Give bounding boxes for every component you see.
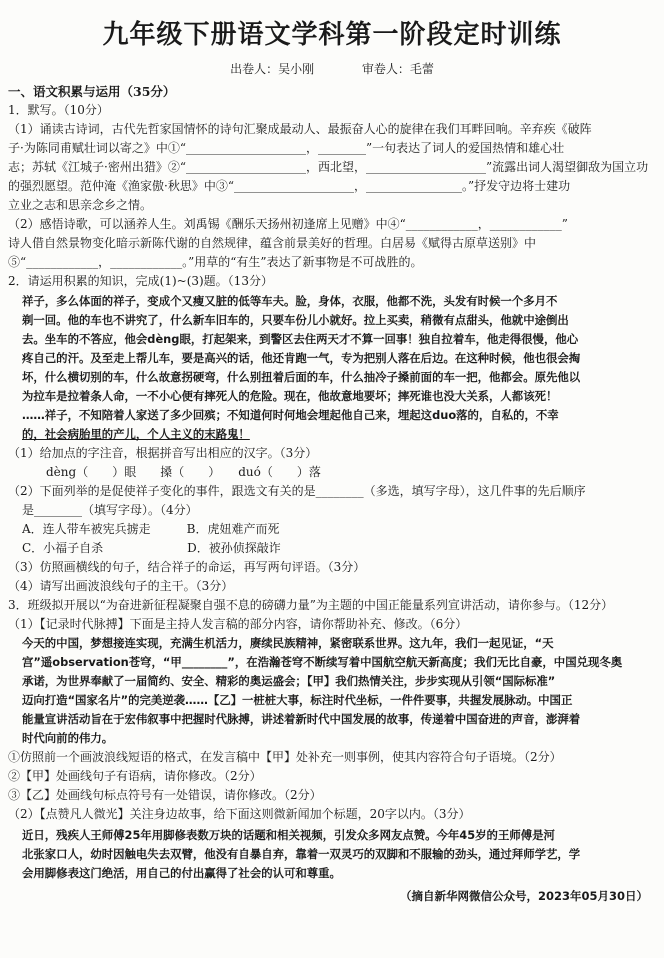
passage-line: 的，社会病胎里的产儿，个人主义的末路鬼！: [22, 427, 250, 441]
question-line: （2）下面列举的是促使祥子变化的事件，跟选文有关的是________（多选，填写字母），这几件事的先后顺序: [8, 484, 586, 498]
text-line: 2．请运用积累的知识，完成(1)~(3)题。（13分）: [8, 274, 273, 288]
passage-line: 坏，什么横切别的车，什么故意拐硬弯，什么别扭着后面的车，什么抽冷子搡前面的车一把，他都会。原先他以: [22, 370, 581, 384]
speech-line: 迈向打造“国家名片”的完美逆袭……【乙】一桩桩大事，标注时代坐标，一件件要事，共握发展脉动。中国正: [22, 693, 573, 707]
speech-line: 能量宣讲活动旨在于宏伟叙事中把握时代脉搏，讲述着新时代中国发展的故事，传递着中国奋进的声音，澎湃着: [22, 712, 581, 726]
text-line: 志；苏轼《江城子·密州出猎》②“____________________，西北望，____________________”流露出词人渴望御敌为国立功: [8, 160, 649, 174]
question-line: dèng（ ）眼 搡（ ） duó（ ）落: [22, 465, 321, 479]
speech-line: 宫”遥observation苍穹，“甲________”，在浩瀚苍穹不断续写着中国航空航天新高度；我们无比自豪，中国兑现冬奥: [22, 655, 623, 669]
subquestion-line: （2）【点赞凡人微光】关注身边故事，给下面这则微新闻加个标题，20字以内。（3分）: [8, 807, 471, 821]
news-line: 会用脚修表这门绝活，用自己的付出赢得了社会的认可和尊重。: [22, 866, 341, 880]
speech-line: 今天的中国，梦想接连实现，充满生机活力，赓续民族精神，紧密联系世界。这九年，我们一起见证，“天: [22, 636, 554, 650]
author: 出卷人：吴小刚: [230, 62, 315, 76]
news-line: 北张家口人，幼时因触电失去双臂，他没有自暴自弃，靠着一双灵巧的双脚和不服输的劲头，通过拜师学艺，学: [22, 847, 581, 861]
text-line: 立业之志和思亲念乡之情。: [8, 198, 153, 212]
passage-line: 祥子，多么体面的祥子，变成个又瘦又脏的低等车夫。脸，身体，衣服，他都不洗，头发有时候一个多月不: [22, 294, 558, 308]
question-line: （1）给加点的字注音，根据拼音写出相应的汉字。（3分）: [8, 446, 318, 460]
subquestion-line: ①仿照前一个画波浪线短语的格式，在发言稿中【甲】处补充一则事例，使其内容符合句子语境。（2分）: [8, 750, 562, 764]
text-line: （2）感悟诗歌，可以涵养人生。刘禹锡《酬乐天扬州初逢席上见赠》中④“____________，____________”: [8, 217, 568, 231]
speech-line: 时代向前的伟力。: [22, 731, 114, 745]
exam-title: 九年级下册语文学科第一阶段定时训练: [102, 20, 562, 50]
text-line: ⑤“____________，____________。”用草的“有生”表达了新事物是不可战胜的。: [8, 255, 423, 269]
news-line: 近日，残疾人王师傅25年用脚修表数万块的话题和相关视频，引发众多网友点赞。今年45岁的王师傅是河: [22, 828, 555, 842]
subquestion-line: ③【乙】处画线句标点符号有一处错误，请你修改。（2分）: [8, 788, 322, 802]
speech-line: 承诺，为世界奉献了一届简约、安全、精彩的奥运盛会；【甲】我们热情关注，步步实现从引领“国际标准”: [22, 674, 556, 688]
passage-line: 疼自己的汗。及至走上帮儿车，要是高兴的话，他还肯跑一气，专为把别人落在后边。在这种时候，他也很会掏: [22, 351, 581, 365]
text-line: 1．默写。（10分）: [8, 103, 109, 117]
option-line: C．小福子自杀 D．被孙侦探敲诈: [22, 541, 281, 555]
section-heading: 一、语文积累与运用（35分）: [8, 84, 176, 99]
text-line: 诗人借自然景物变化暗示新陈代谢的自然规律，蕴含前景美好的哲理。白居易《赋得古原草送别》中: [8, 236, 537, 250]
passage-line: 为拉车是拉着条人命，一不小心便有摔死人的危险。现在，他故意地要坏；摔死谁也没大关系，人都该死！: [22, 389, 558, 403]
option-line: A．连人带车被宪兵掳走 B．虎妞难产而死: [22, 522, 280, 536]
reviewer: 审卷人：毛蕾: [361, 62, 434, 76]
question-line: 3．班级拟开展以“为奋进新征程凝聚自强不息的磅礴力量”为主题的中国正能量系列宣讲活动，请你参与。（12分）: [8, 598, 614, 612]
passage-line: 剃一回。他的车也不讲究了，什么新车旧车的，只要车份儿小就好。拉上买卖，稍微有点甜头，他就中途倒出: [22, 313, 569, 327]
text-line: 子·为陈同甫赋壮词以寄之》中①“____________________，________”一句表达了词人的爱国热情和雄心壮: [8, 141, 565, 155]
passage-line: 去。坐车的不答应，他会dèng眼，打起架来，到警区去住两天才不算一回事！独自拉着车，他走得很慢，他心: [22, 332, 579, 346]
subquestion-line: ②【甲】处画线句子有语病，请你修改。（2分）: [8, 769, 262, 783]
text-line: 的强烈愿望。范仲淹《渔家傲·秋思》中③“____________________，________________。”抒发守边将士建功: [8, 179, 571, 193]
question-line: （3）仿照画横线的句子，结合祥子的命运，再写两句评语。（3分）: [8, 560, 366, 574]
passage-line: ……祥子，不知陪着人家送了多少回殡；不知道何时何地会埋起他自己来，埋起这duo落的，自私的，不幸: [22, 408, 559, 422]
source-citation: （摘自新华网微信公众号，2023年05月30日）: [399, 889, 648, 903]
question-line: （4）请写出画波浪线句子的主干。（3分）: [8, 579, 234, 593]
text-line: （1）诵读古诗词，古代先哲家国情怀的诗句汇聚成最动人、最振奋人心的旋律在我们耳畔回响。辛弃疾《破阵: [8, 122, 592, 136]
authors-line: [0, 60, 664, 77]
question-line: （1）【记录时代脉搏】下面是主持人发言稿的部分内容，请你帮助补充、修改。（6分）: [8, 617, 468, 631]
question-line: 是________（填写字母）。（4分）: [22, 503, 198, 517]
